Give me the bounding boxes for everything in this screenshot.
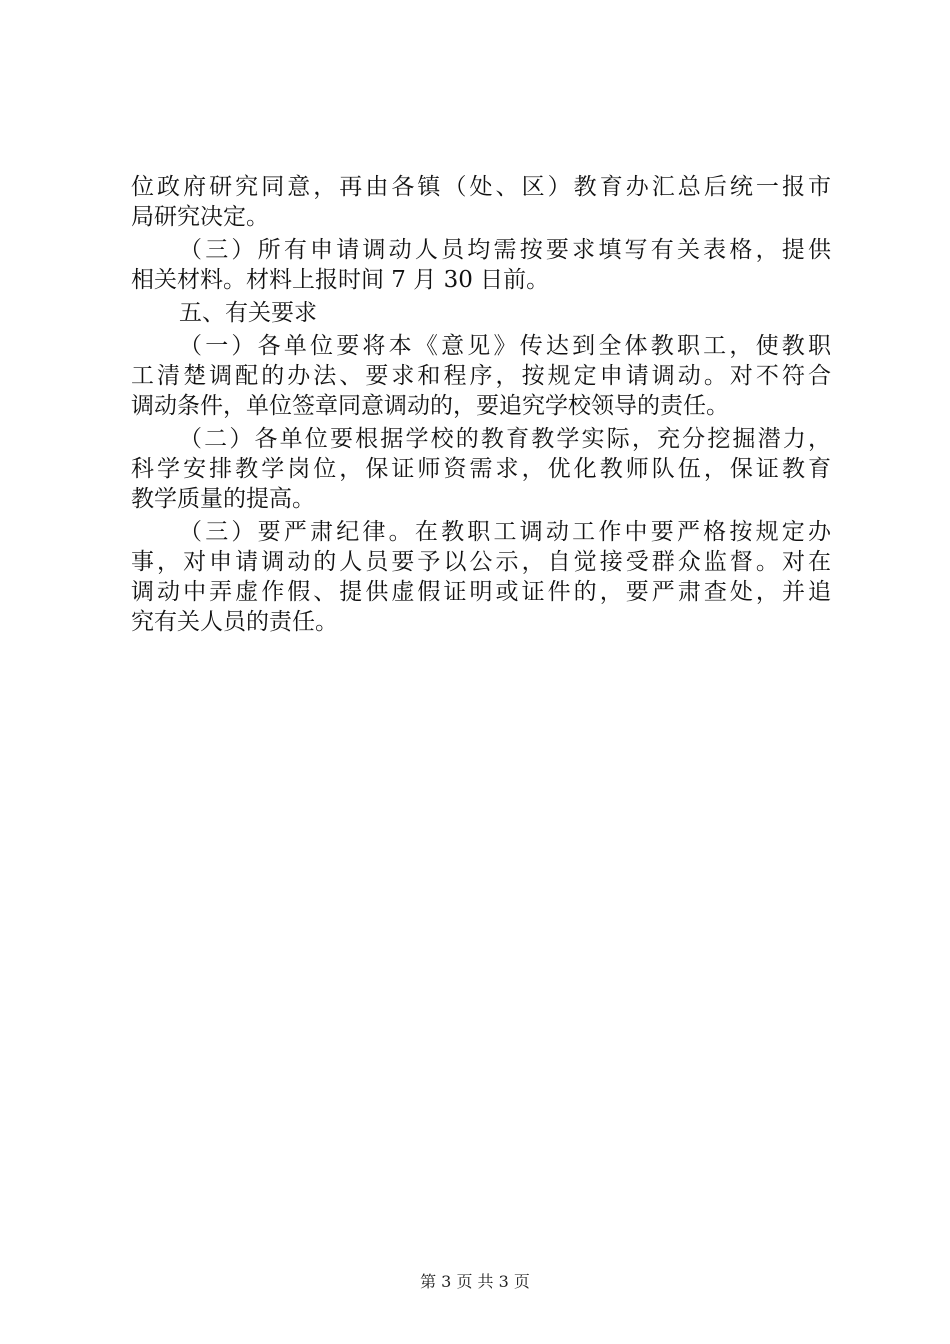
paragraph-line: 科学安排教学岗位，保证师资需求，优化教师队伍，保证教育 <box>131 456 831 482</box>
paragraph-requirement-3 <box>131 517 831 637</box>
paragraph-line: 事，对申请调动的人员要予以公示，自觉接受群众监督。对在 <box>131 549 831 575</box>
paragraph-materials <box>131 235 831 295</box>
paragraph-line: 工清楚调配的办法、要求和程序，按规定申请调动。对不符合 <box>131 363 831 389</box>
paragraph-requirement-2 <box>131 424 831 514</box>
section-heading <box>131 298 831 328</box>
paragraph-line: 调动条件，单位签章同意调动的，要追究学校领导的责任。 <box>131 393 729 419</box>
paragraph-line: 调动中弄虚作假、提供虚假证明或证件的，要严肃查处，并追 <box>131 579 831 605</box>
page-footer <box>0 1272 950 1292</box>
paragraph-line: （三）所有申请调动人员均需按要求填写有关表格，提供 <box>179 237 831 263</box>
paragraph-continuation <box>131 172 831 232</box>
paragraph-line: （三）要严肃纪律。在教职工调动工作中要严格按规定办 <box>179 519 831 545</box>
section-heading-text: 五、有关要求 <box>179 300 317 326</box>
document-body <box>131 172 831 637</box>
paragraph-line: 局研究决定。 <box>131 204 269 230</box>
paragraph-line: （一）各单位要将本《意见》传达到全体教职工，使教职 <box>179 333 831 359</box>
paragraph-requirement-1 <box>131 331 831 421</box>
paragraph-line: （二）各单位要根据学校的教育教学实际，充分挖掘潜力， <box>179 426 831 452</box>
paragraph-line: 位政府研究同意，再由各镇（处、区）教育办汇总后统一报市 <box>131 174 831 200</box>
paragraph-line: 究有关人员的责任。 <box>131 609 338 635</box>
paragraph-line: 相关材料。材料上报时间 7 月 30 日前。 <box>131 267 550 293</box>
paragraph-line: 教学质量的提高。 <box>131 486 315 512</box>
page-number-label: 第 3 页 共 3 页 <box>420 1272 530 1291</box>
